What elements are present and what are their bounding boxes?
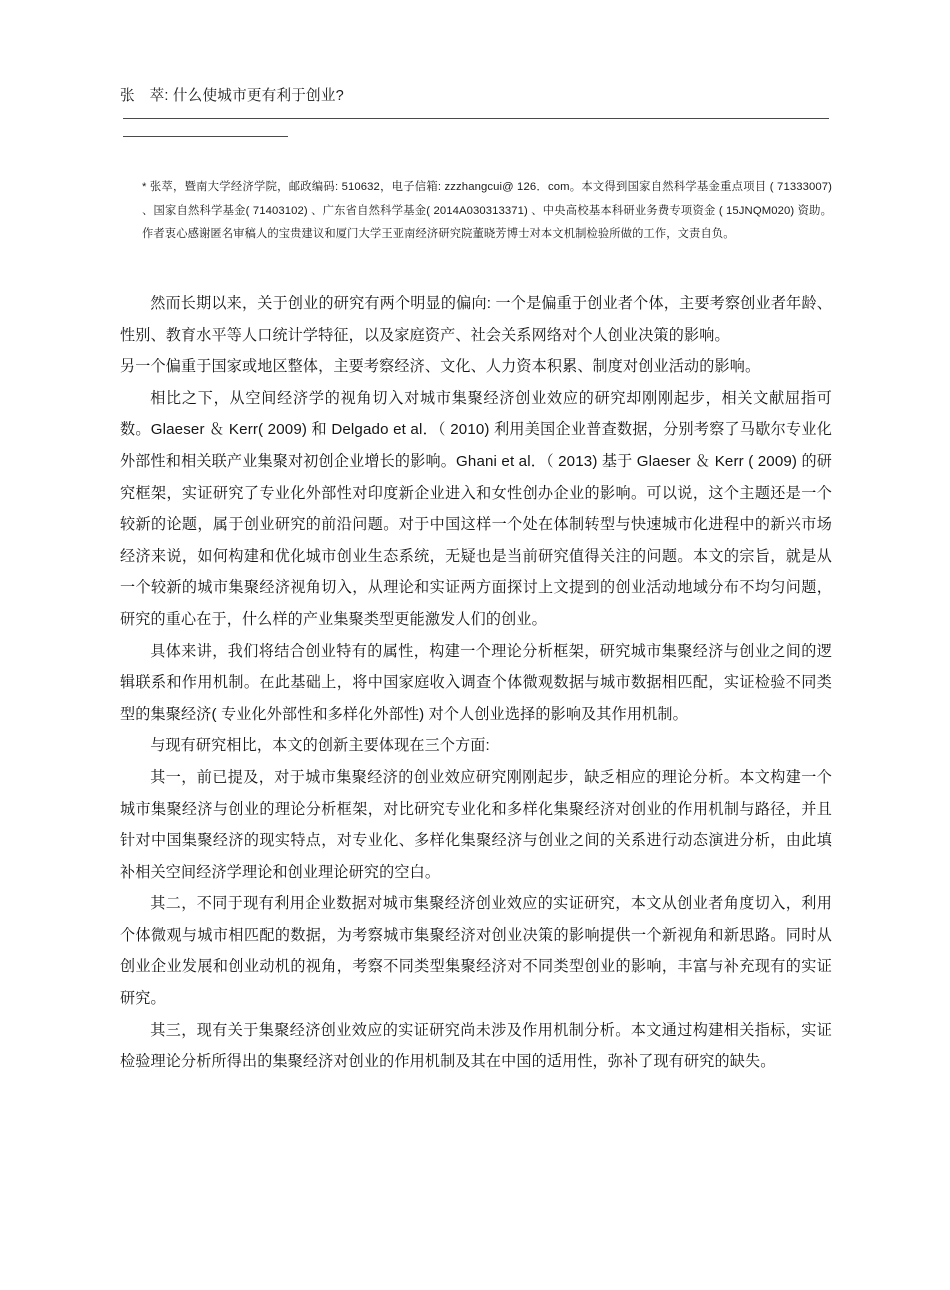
body-text [120,288,832,1078]
paragraph: 与现有研究相比，本文的创新主要体现在三个方面: [150,737,490,755]
paragraph: 其一，前已提及，对于城市集聚经济的创业效应研究刚刚起步，缺乏相应的理论分析。本文构建一个城市集聚经济与创业的理论分析框架，对比研究专业化和多样化集聚经济对创业的作用机制与路径，并且针对中国集聚经济的现实特点，对专业化、多样化集聚经济与创业之间的关系进行动态演进分析，由此填补相关空间经济学理论和创业理论研究的空白。 [120,768,832,881]
paragraph: 另一个偏重于国家或地区整体，主要考察经济、文化、人力资本积累、制度对创业活动的影响。 [120,358,761,376]
paragraph: 然而长期以来，关于创业的研究有两个明显的偏向: 一个是偏重于创业者个体，主要考察创业者年龄、性别、教育水平等人口统计学特征，以及家庭资产、社会关系网络对个人创业决策的影响。 [120,295,832,344]
footnote-block [120,176,832,247]
paragraph: 其三，现有关于集聚经济创业效应的实证研究尚未涉及作用机制分析。本文通过构建相关指标，实证检验理论分析所得出的集聚经济对创业的作用机制及其在中国的适用性，弥补了现有研究的缺失。 [120,1021,832,1071]
footnote-separator-rule [123,136,288,137]
running-head: 张 萃: 什么使城市更有利于创业? [120,88,344,104]
paragraph: 其二，不同于现有利用企业数据对城市集聚经济创业效应的实证研究，本文从创业者角度切入，利用个体微观与城市相匹配的数据，为考察城市集聚经济对创业决策的影响提供一个新视角和新思路。同时从创业企业发展和创业动机的视角，考察不同类型集聚经济对不同类型创业的影响，丰富与补充现有的实证研究。 [120,895,832,1008]
header-divider-rule [123,118,829,119]
paragraph: 具体来讲，我们将结合创业特有的属性，构建一个理论分析框架，研究城市集聚经济与创业之间的逻辑联系和作用机制。在此基础上，将中国家庭收入调查个体微观数据与城市数据相匹配，实证检验不同类型的集聚经济( 专业化外部性和多样化外部性) 对个人创业选择的影响及其作用机制。 [120,642,832,723]
footnote-text: * 张萃，暨南大学经济学院，邮政编码: 510632，电子信箱: zzzhangcui@ 126．com。本文得到国家自然科学基金重点项目 ( 71333007) 、国家自然科学基金( 71403102) 、广东省自然科学基金( 2014A030313371) 、中央高校基本科研业务费专项资金 ( 15JNQM020) 资助。作者衷心感谢匿名审稿人的宝贵建议和厦门大学王亚南经济研究院董晓芳博士对本文机制检验所做的工作，文责自负。 [142,181,832,240]
paragraph: 相比之下，从空间经济学的视角切入对城市集聚经济创业效应的研究却刚刚起步，相关文献屈指可数。Glaeser ＆ Kerr( 2009) 和 Delgado et al．（ 2010) 利用美国企业普查数据，分别考察了马歇尔专业化外部性和相关联产业集聚对初创企业增长的影响。Ghani et al．（ 2013) 基于 Glaeser ＆ Kerr ( 2009) 的研究框架，实证研究了专业化外部性对印度新企业进入和女性创办企业的影响。可以说，这个主题还是一个较新的论题，属于创业研究的前沿问题。对于中国这样一个处在体制转型与快速城市化进程中的新兴市场经济来说，如何构建和优化城市创业生态系统，无疑也是当前研究值得关注的问题。本文的宗旨，就是从一个较新的城市集聚经济视角切入，从理论和实证两方面探讨上文提到的创业活动地域分布不均匀问题，研究的重心在于，什么样的产业集聚类型更能激发人们的创业。 [120,389,832,628]
